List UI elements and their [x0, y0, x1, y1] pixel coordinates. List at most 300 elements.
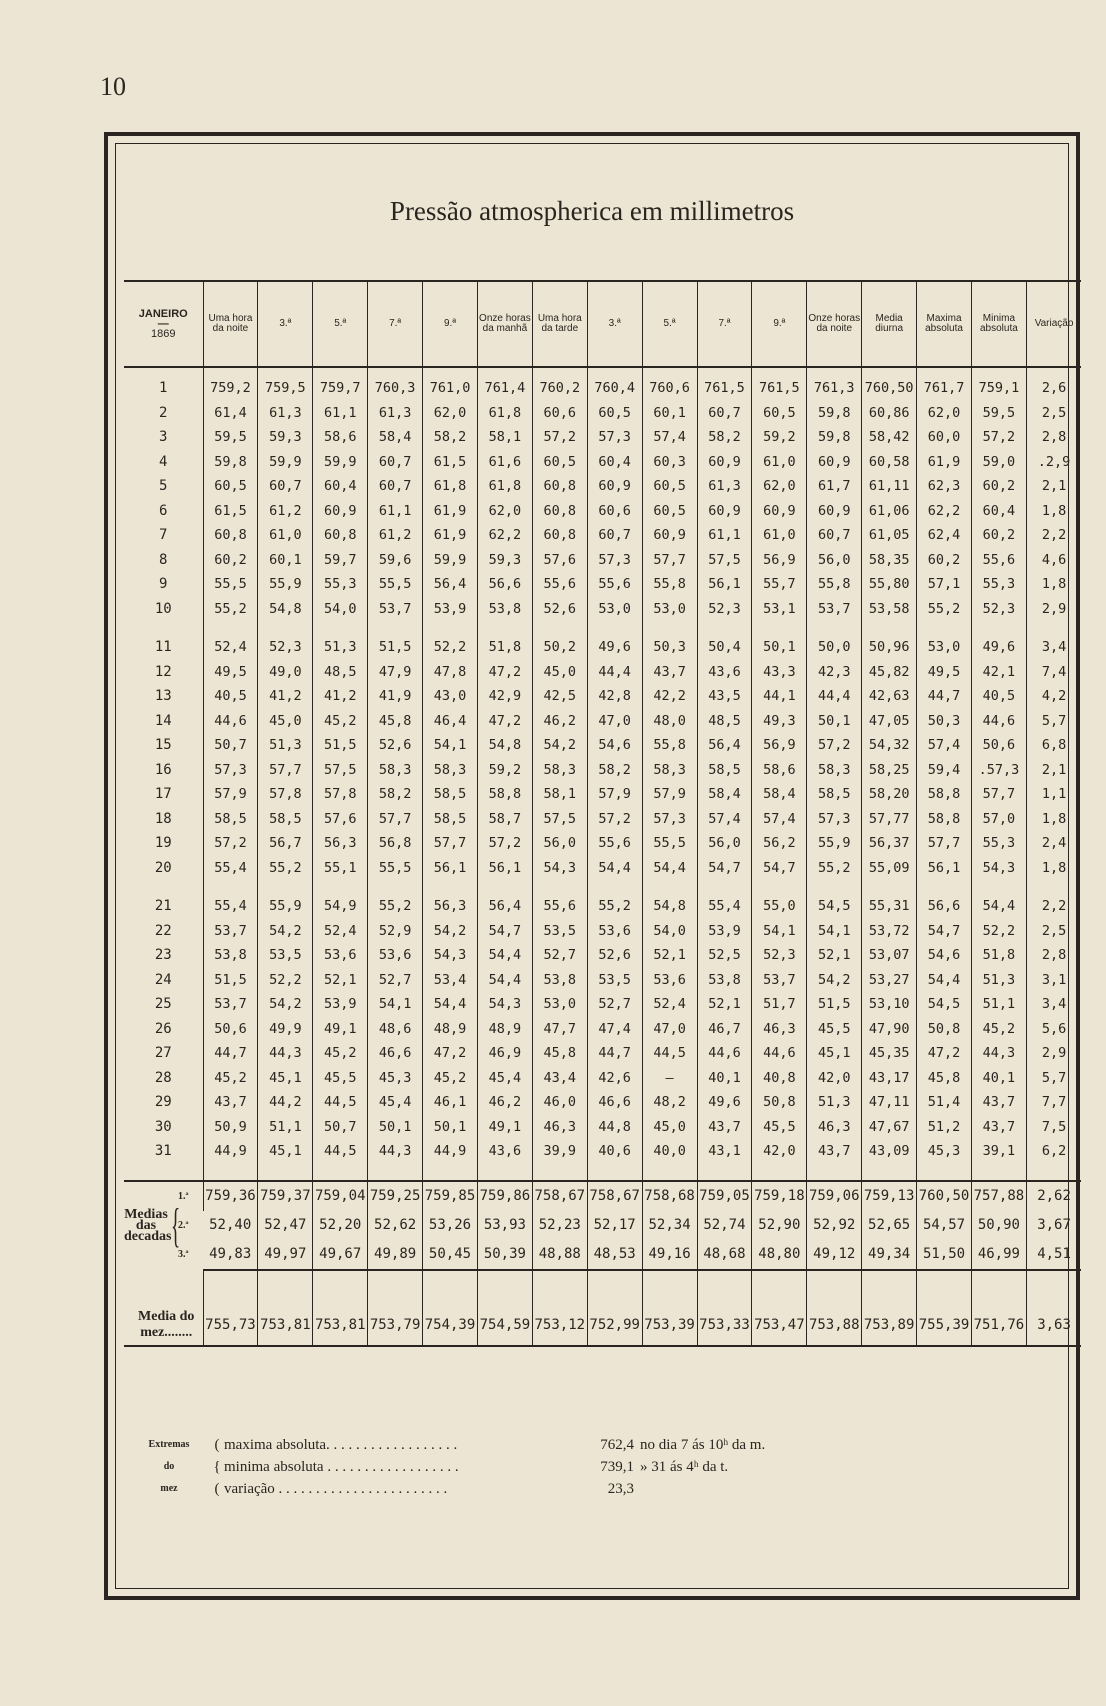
- value-cell: 55,8: [807, 572, 862, 597]
- value-cell: 55,9: [807, 831, 862, 856]
- value-cell: 50,8: [917, 1017, 972, 1042]
- value-cell: 52,9: [368, 919, 423, 944]
- spacer-cell: [697, 367, 752, 376]
- value-cell: 56,3: [313, 831, 368, 856]
- value-cell: 61,4: [203, 401, 258, 426]
- value-cell: 53,8: [697, 968, 752, 993]
- value-cell: 50,1: [807, 709, 862, 734]
- value-cell: 52,92: [807, 1211, 862, 1240]
- value-cell: 43,0: [423, 684, 478, 709]
- value-cell: 59,5: [203, 425, 258, 450]
- value-cell: 50,3: [642, 635, 697, 660]
- value-cell: 58,2: [368, 782, 423, 807]
- value-cell: 50,7: [313, 1115, 368, 1140]
- value-cell: 57,7: [423, 831, 478, 856]
- extremes-row: [128, 1434, 828, 1456]
- value-cell: 60,7: [807, 523, 862, 548]
- value-cell: 58,3: [423, 758, 478, 783]
- value-cell: 42,6: [587, 1066, 642, 1091]
- value-cell: 4,2: [1026, 684, 1081, 709]
- col-header: Maxima absoluta: [917, 281, 972, 367]
- table-row: [124, 943, 1081, 968]
- brace-icon: {: [171, 1198, 181, 1252]
- value-cell: 56,4: [697, 733, 752, 758]
- value-cell: 56,0: [697, 831, 752, 856]
- value-cell: 52,7: [532, 943, 587, 968]
- spacer-cell: [1026, 621, 1081, 635]
- value-cell: 57,9: [642, 782, 697, 807]
- value-cell: 46,3: [532, 1115, 587, 1140]
- value-cell: 52,2: [423, 635, 478, 660]
- spacer-cell: [423, 1164, 478, 1181]
- value-cell: 59,2: [752, 425, 807, 450]
- spacer-cell: [313, 367, 368, 376]
- value-cell: 62,0: [917, 401, 972, 426]
- value-cell: 56,37: [862, 831, 917, 856]
- value-cell: 47,0: [587, 709, 642, 734]
- spacer-cell: [532, 880, 587, 894]
- value-cell: 44,6: [203, 709, 258, 734]
- value-cell: 44,7: [203, 1041, 258, 1066]
- value-cell: 2,6: [1026, 376, 1081, 401]
- value-cell: 60,9: [313, 499, 368, 524]
- value-cell: 54,2: [258, 919, 313, 944]
- spacer-row: [124, 1164, 1081, 1181]
- spacer-cell: [917, 880, 972, 894]
- value-cell: 58,3: [807, 758, 862, 783]
- value-cell: 53,5: [258, 943, 313, 968]
- value-cell: 60,4: [313, 474, 368, 499]
- value-cell: 55,6: [587, 572, 642, 597]
- spacer-cell: [697, 1270, 752, 1305]
- value-cell: 61,1: [368, 499, 423, 524]
- value-cell: 58,5: [258, 807, 313, 832]
- value-cell: 55,2: [203, 597, 258, 622]
- value-cell: 5,7: [1026, 1066, 1081, 1091]
- value-cell: 51,3: [313, 635, 368, 660]
- value-cell: 47,2: [917, 1041, 972, 1066]
- spacer-cell: [752, 880, 807, 894]
- value-cell: 57,7: [368, 807, 423, 832]
- value-cell: 49,97: [258, 1240, 313, 1270]
- value-cell: 60,6: [532, 401, 587, 426]
- value-cell: 760,6: [642, 376, 697, 401]
- value-cell: 3,4: [1026, 635, 1081, 660]
- value-cell: 57,5: [697, 548, 752, 573]
- value-cell: 57,4: [752, 807, 807, 832]
- spacer-cell: [917, 367, 972, 376]
- decade-row: [124, 1211, 1081, 1240]
- value-cell: 52,6: [587, 943, 642, 968]
- value-cell: 49,1: [477, 1115, 532, 1140]
- value-cell: 58,1: [532, 782, 587, 807]
- value-cell: 2,4: [1026, 831, 1081, 856]
- value-cell: 53,0: [587, 597, 642, 622]
- value-cell: 59,9: [258, 450, 313, 475]
- spacer-cell: [258, 1164, 313, 1181]
- value-cell: 61,6: [477, 450, 532, 475]
- col-header: 3.ª: [258, 281, 313, 367]
- extremes-note: » 31 ás 4ʰ da t.: [640, 1459, 729, 1475]
- value-cell: 60,1: [642, 401, 697, 426]
- value-cell: 4,51: [1026, 1240, 1081, 1270]
- value-cell: 760,50: [862, 376, 917, 401]
- value-cell: 47,2: [423, 1041, 478, 1066]
- value-cell: 51,50: [917, 1240, 972, 1270]
- value-cell: 47,8: [423, 660, 478, 685]
- value-cell: 58,5: [423, 807, 478, 832]
- value-cell: 55,2: [258, 856, 313, 881]
- month-mean-row: [124, 1305, 1081, 1346]
- value-cell: 42,63: [862, 684, 917, 709]
- value-cell: 59,4: [917, 758, 972, 783]
- spacer-cell: [807, 880, 862, 894]
- value-cell: 58,2: [587, 758, 642, 783]
- value-cell: 57,8: [258, 782, 313, 807]
- value-cell: 54,7: [752, 856, 807, 881]
- value-cell: 58,7: [477, 807, 532, 832]
- value-cell: 59,2: [477, 758, 532, 783]
- value-cell: 57,5: [532, 807, 587, 832]
- value-cell: 62,0: [752, 474, 807, 499]
- table-row: [124, 758, 1081, 783]
- table-row: [124, 1115, 1081, 1140]
- spacer-cell: [752, 367, 807, 376]
- value-cell: 54,2: [807, 968, 862, 993]
- table-row: [124, 894, 1081, 919]
- decade-word: das: [135, 1218, 157, 1233]
- value-cell: 43,7: [642, 660, 697, 685]
- pressure-table: [124, 280, 1081, 1347]
- value-cell: 54,3: [532, 856, 587, 881]
- value-cell: 49,1: [313, 1017, 368, 1042]
- value-cell: 1,8: [1026, 807, 1081, 832]
- value-cell: 54,4: [587, 856, 642, 881]
- value-cell: 42,3: [807, 660, 862, 685]
- value-cell: 52,4: [203, 635, 258, 660]
- value-cell: 40,8: [752, 1066, 807, 1091]
- value-cell: 47,2: [477, 709, 532, 734]
- value-cell: 54,1: [423, 733, 478, 758]
- value-cell: 44,5: [642, 1041, 697, 1066]
- spacer-cell: [423, 367, 478, 376]
- spacer-cell: [477, 1270, 532, 1305]
- value-cell: 54,4: [917, 968, 972, 993]
- value-cell: 46,6: [368, 1041, 423, 1066]
- value-cell: 50,0: [807, 635, 862, 660]
- month-mean-word: mez........: [140, 1324, 193, 1340]
- day-cell: 20: [154, 859, 172, 876]
- value-cell: 44,4: [807, 684, 862, 709]
- value-cell: 55,1: [313, 856, 368, 881]
- value-cell: 44,6: [971, 709, 1026, 734]
- year-label: 1869: [151, 328, 176, 340]
- value-cell: 753,88: [807, 1305, 862, 1346]
- value-cell: 60,7: [697, 401, 752, 426]
- spacer-cell: [313, 621, 368, 635]
- extremes-note: [640, 1478, 828, 1500]
- spacer-cell: [258, 880, 313, 894]
- table-row: [124, 831, 1081, 856]
- day-cell: 3: [159, 429, 168, 446]
- value-cell: 753,81: [313, 1305, 368, 1346]
- spacer-cell: [203, 367, 258, 376]
- spacer-cell: [313, 880, 368, 894]
- value-cell: 51,1: [258, 1115, 313, 1140]
- value-cell: 761,0: [423, 376, 478, 401]
- page-number: 10: [100, 72, 126, 101]
- value-cell: .57,3: [971, 758, 1026, 783]
- value-cell: 58,20: [862, 782, 917, 807]
- value-cell: 51,5: [368, 635, 423, 660]
- brace-icon: (: [214, 1437, 220, 1453]
- value-cell: 56,6: [477, 572, 532, 597]
- value-cell: 44,5: [313, 1090, 368, 1115]
- extremes-row: [128, 1478, 828, 1500]
- value-cell: 45,5: [313, 1066, 368, 1091]
- value-cell: 61,8: [477, 474, 532, 499]
- day-cell: 5: [159, 478, 168, 495]
- col-header: Uma hora da tarde: [532, 281, 587, 367]
- extremes-value: 762,4: [600, 1437, 634, 1453]
- value-cell: 49,6: [587, 635, 642, 660]
- value-cell: 52,3: [971, 597, 1026, 622]
- value-cell: 56,1: [423, 856, 478, 881]
- value-cell: 54,7: [477, 919, 532, 944]
- value-cell: 59,5: [971, 401, 1026, 426]
- value-cell: 52,1: [697, 992, 752, 1017]
- value-cell: 54,2: [532, 733, 587, 758]
- value-cell: 53,5: [587, 968, 642, 993]
- value-cell: 55,3: [313, 572, 368, 597]
- value-cell: 62,3: [917, 474, 972, 499]
- spacer-cell: [124, 1270, 203, 1305]
- spacer-cell: [477, 621, 532, 635]
- value-cell: 52,3: [258, 635, 313, 660]
- spacer-cell: [807, 367, 862, 376]
- value-cell: 3,67: [1026, 1211, 1081, 1240]
- value-cell: 52,4: [313, 919, 368, 944]
- value-cell: 50,4: [697, 635, 752, 660]
- value-cell: 42,8: [587, 684, 642, 709]
- value-cell: 57,2: [532, 425, 587, 450]
- value-cell: 61,11: [862, 474, 917, 499]
- value-cell: 43,09: [862, 1139, 917, 1164]
- value-cell: 49,5: [917, 660, 972, 685]
- table-row: [124, 474, 1081, 499]
- value-cell: 58,35: [862, 548, 917, 573]
- value-cell: 43,4: [532, 1066, 587, 1091]
- value-cell: 54,6: [587, 733, 642, 758]
- value-cell: 57,3: [587, 425, 642, 450]
- spacer-cell: [862, 880, 917, 894]
- spacer-cell: [642, 621, 697, 635]
- decade-row: [124, 1240, 1081, 1270]
- spacer-row: [124, 367, 1081, 376]
- value-cell: 58,6: [752, 758, 807, 783]
- value-cell: 44,1: [752, 684, 807, 709]
- value-cell: 60,9: [807, 499, 862, 524]
- value-cell: 56,0: [807, 548, 862, 573]
- decade-word: Medias: [124, 1207, 168, 1222]
- day-cell: 10: [154, 600, 172, 617]
- month-mean-label: [124, 1305, 203, 1346]
- value-cell: 60,6: [587, 499, 642, 524]
- value-cell: 47,2: [477, 660, 532, 685]
- extremes-note: no dia 7 ás 10ʰ da m.: [640, 1437, 766, 1453]
- day-cell: 30: [154, 1118, 172, 1135]
- value-cell: 44,5: [313, 1139, 368, 1164]
- value-cell: 43,7: [807, 1139, 862, 1164]
- value-cell: 42,2: [642, 684, 697, 709]
- value-cell: 52,90: [752, 1211, 807, 1240]
- value-cell: 60,2: [203, 548, 258, 573]
- value-cell: 52,17: [587, 1211, 642, 1240]
- value-cell: 758,67: [587, 1181, 642, 1211]
- value-cell: 53,0: [917, 635, 972, 660]
- value-cell: 59,9: [423, 548, 478, 573]
- value-cell: 61,2: [258, 499, 313, 524]
- day-cell: 16: [154, 761, 172, 778]
- value-cell: 50,9: [203, 1115, 258, 1140]
- value-cell: 5,7: [1026, 709, 1081, 734]
- value-cell: 43,6: [477, 1139, 532, 1164]
- spacer-cell: [971, 367, 1026, 376]
- value-cell: 44,2: [258, 1090, 313, 1115]
- spacer-row: [124, 880, 1081, 894]
- value-cell: 54,4: [477, 943, 532, 968]
- value-cell: 53,10: [862, 992, 917, 1017]
- value-cell: 51,7: [752, 992, 807, 1017]
- value-cell: 52,3: [752, 943, 807, 968]
- value-cell: 48,68: [697, 1240, 752, 1270]
- value-cell: 43,7: [203, 1090, 258, 1115]
- value-cell: 58,5: [807, 782, 862, 807]
- value-cell: 2,8: [1026, 425, 1081, 450]
- value-cell: 55,8: [642, 733, 697, 758]
- table-row: [124, 709, 1081, 734]
- value-cell: 58,1: [477, 425, 532, 450]
- value-cell: 53,6: [587, 919, 642, 944]
- value-cell: 55,3: [971, 831, 1026, 856]
- value-cell: 45,3: [917, 1139, 972, 1164]
- value-cell: 754,59: [477, 1305, 532, 1346]
- value-cell: 47,9: [368, 660, 423, 685]
- value-cell: 57,7: [258, 758, 313, 783]
- spacer-cell: [532, 1164, 587, 1181]
- value-cell: 51,5: [807, 992, 862, 1017]
- value-cell: 53,4: [423, 968, 478, 993]
- value-cell: 40,6: [587, 1139, 642, 1164]
- value-cell: 61,8: [423, 474, 478, 499]
- value-cell: 53,7: [752, 968, 807, 993]
- value-cell: 56,1: [697, 572, 752, 597]
- value-cell: 54,4: [971, 894, 1026, 919]
- spacer-cell: [917, 1270, 972, 1305]
- value-cell: 51,8: [477, 635, 532, 660]
- value-cell: 43,1: [697, 1139, 752, 1164]
- value-cell: 59,0: [971, 450, 1026, 475]
- value-cell: 42,1: [971, 660, 1026, 685]
- value-cell: 5,6: [1026, 1017, 1081, 1042]
- value-cell: 45,2: [971, 1017, 1026, 1042]
- col-header: Minima absoluta: [971, 281, 1026, 367]
- value-cell: 60,7: [368, 450, 423, 475]
- value-cell: 52,3: [697, 597, 752, 622]
- col-header: Onze horas da manhã: [477, 281, 532, 367]
- spacer-cell: [971, 880, 1026, 894]
- value-cell: 53,27: [862, 968, 917, 993]
- spacer-cell: [423, 621, 478, 635]
- value-cell: 57,1: [917, 572, 972, 597]
- spacer-cell: [532, 1270, 587, 1305]
- table-row: [124, 1041, 1081, 1066]
- value-cell: 60,5: [752, 401, 807, 426]
- value-cell: 60,8: [532, 499, 587, 524]
- value-cell: 45,4: [368, 1090, 423, 1115]
- value-cell: 55,2: [368, 894, 423, 919]
- header-row: [124, 281, 1081, 367]
- value-cell: 50,1: [752, 635, 807, 660]
- value-cell: 43,6: [697, 660, 752, 685]
- spacer-cell: [368, 880, 423, 894]
- value-cell: 52,2: [258, 968, 313, 993]
- value-cell: 52,62: [368, 1211, 423, 1240]
- spacer-cell: [532, 367, 587, 376]
- value-cell: 49,9: [258, 1017, 313, 1042]
- value-cell: 57,3: [587, 548, 642, 573]
- day-cell: 31: [154, 1143, 172, 1160]
- value-cell: 62,2: [917, 499, 972, 524]
- value-cell: 43,3: [752, 660, 807, 685]
- table-row: [124, 572, 1081, 597]
- value-cell: 61,1: [697, 523, 752, 548]
- value-cell: 48,0: [642, 709, 697, 734]
- spacer-cell: [862, 621, 917, 635]
- spacer-cell: [752, 621, 807, 635]
- spacer-cell: [368, 367, 423, 376]
- value-cell: 48,6: [368, 1017, 423, 1042]
- spacer-cell: [697, 1164, 752, 1181]
- value-cell: 54,32: [862, 733, 917, 758]
- value-cell: 58,3: [532, 758, 587, 783]
- value-cell: 56,9: [752, 733, 807, 758]
- table-row: [124, 856, 1081, 881]
- spacer-cell: [587, 621, 642, 635]
- value-cell: 40,1: [697, 1066, 752, 1091]
- value-cell: 752,99: [587, 1305, 642, 1346]
- day-cell: 22: [154, 922, 172, 939]
- spacer-cell: [971, 621, 1026, 635]
- col-header: 5.ª: [313, 281, 368, 367]
- value-cell: 47,05: [862, 709, 917, 734]
- extremes-label: maxima absoluta. . . . . . . . . . . . . . . . . .: [224, 1437, 458, 1453]
- value-cell: 2,9: [1026, 1041, 1081, 1066]
- value-cell: 58,42: [862, 425, 917, 450]
- value-cell: 60,9: [697, 499, 752, 524]
- value-cell: 44,4: [587, 660, 642, 685]
- spacer-cell: [203, 621, 258, 635]
- value-cell: 57,7: [917, 831, 972, 856]
- value-cell: 758,67: [532, 1181, 587, 1211]
- value-cell: 53,1: [752, 597, 807, 622]
- value-cell: 53,9: [313, 992, 368, 1017]
- value-cell: 60,2: [971, 523, 1026, 548]
- value-cell: 60,9: [697, 450, 752, 475]
- value-cell: 57,3: [203, 758, 258, 783]
- value-cell: 60,5: [532, 450, 587, 475]
- value-cell: —: [642, 1066, 697, 1091]
